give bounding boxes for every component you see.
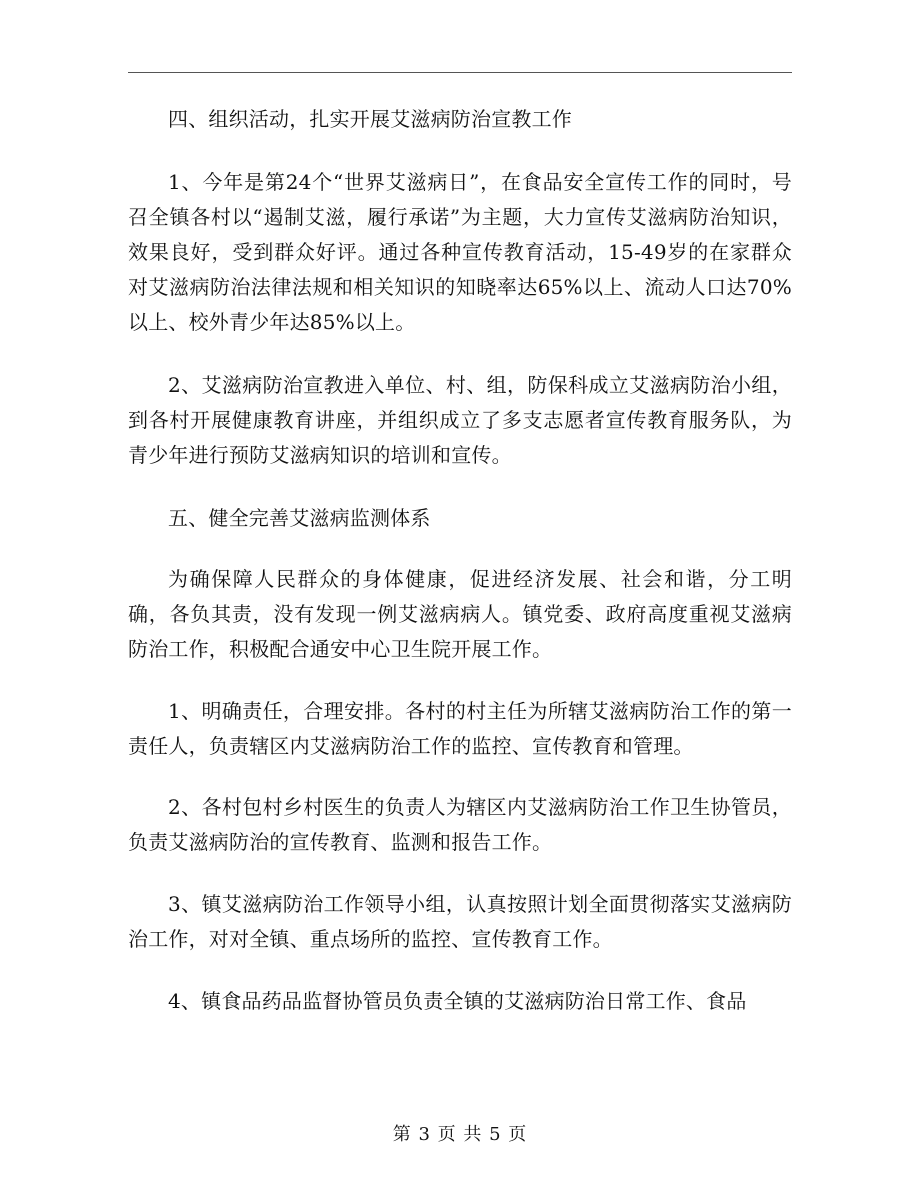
paragraph-world-aids-day: 1、今年是第24个“世界艾滋病日”，在食品安全宣传工作的同时，号召全镇各村以“遏制艾滋，履行承诺”为主题，大力宣传艾滋病防治知识，效果良好，受到群众好评。通过各种宣传教育活动，15-49岁的在家群众对艾滋病防治法律法规和相关知识的知晓率达65%以上、流动人口达70%以上、校外青少年达85%以上。 [128, 170, 792, 334]
paragraph-food-drug-coordinator: 4、镇食品药品监督协管员负责全镇的艾滋病防治日常工作、食品 [168, 989, 747, 1013]
paragraph-leading-group: 3、镇艾滋病防治工作领导小组，认真按照计划全面贯彻落实艾滋病防治工作，对对全镇、重点场所的监控、宣传教育工作。 [128, 892, 792, 951]
paragraph-responsibility: 1、明确责任，合理安排。各村的村主任为所辖艾滋病防治工作的第一责任人，负责辖区内艾滋病防治工作的监控、宣传教育和管理。 [128, 699, 792, 758]
paragraph-village-doctors: 2、各村包村乡村医生的负责人为辖区内艾滋病防治工作卫生协管员，负责艾滋病防治的宣传教育、监测和报告工作。 [128, 795, 792, 854]
header-rule [128, 72, 792, 73]
section-heading-4: 四、组织活动，扎实开展艾滋病防治宣教工作 [168, 107, 572, 131]
paragraph-outreach-units: 2、艾滋病防治宣教进入单位、村、组，防保科成立艾滋病防治小组，到各村开展健康教育讲座，并组织成立了多支志愿者宣传教育服务队，为青少年进行预防艾滋病知识的培训和宣传。 [128, 373, 792, 467]
page-number-footer: 第 3 页 共 5 页 [392, 1124, 528, 1145]
paragraph-monitoring-intro: 为确保障人民群众的身体健康，促进经济发展、社会和谐，分工明确，各负其责，没有发现一例艾滋病病人。镇党委、政府高度重视艾滋病防治工作，积极配合通安中心卫生院开展工作。 [128, 567, 792, 661]
section-heading-5: 五、健全完善艾滋病监测体系 [168, 506, 431, 530]
document-body [128, 102, 792, 1019]
